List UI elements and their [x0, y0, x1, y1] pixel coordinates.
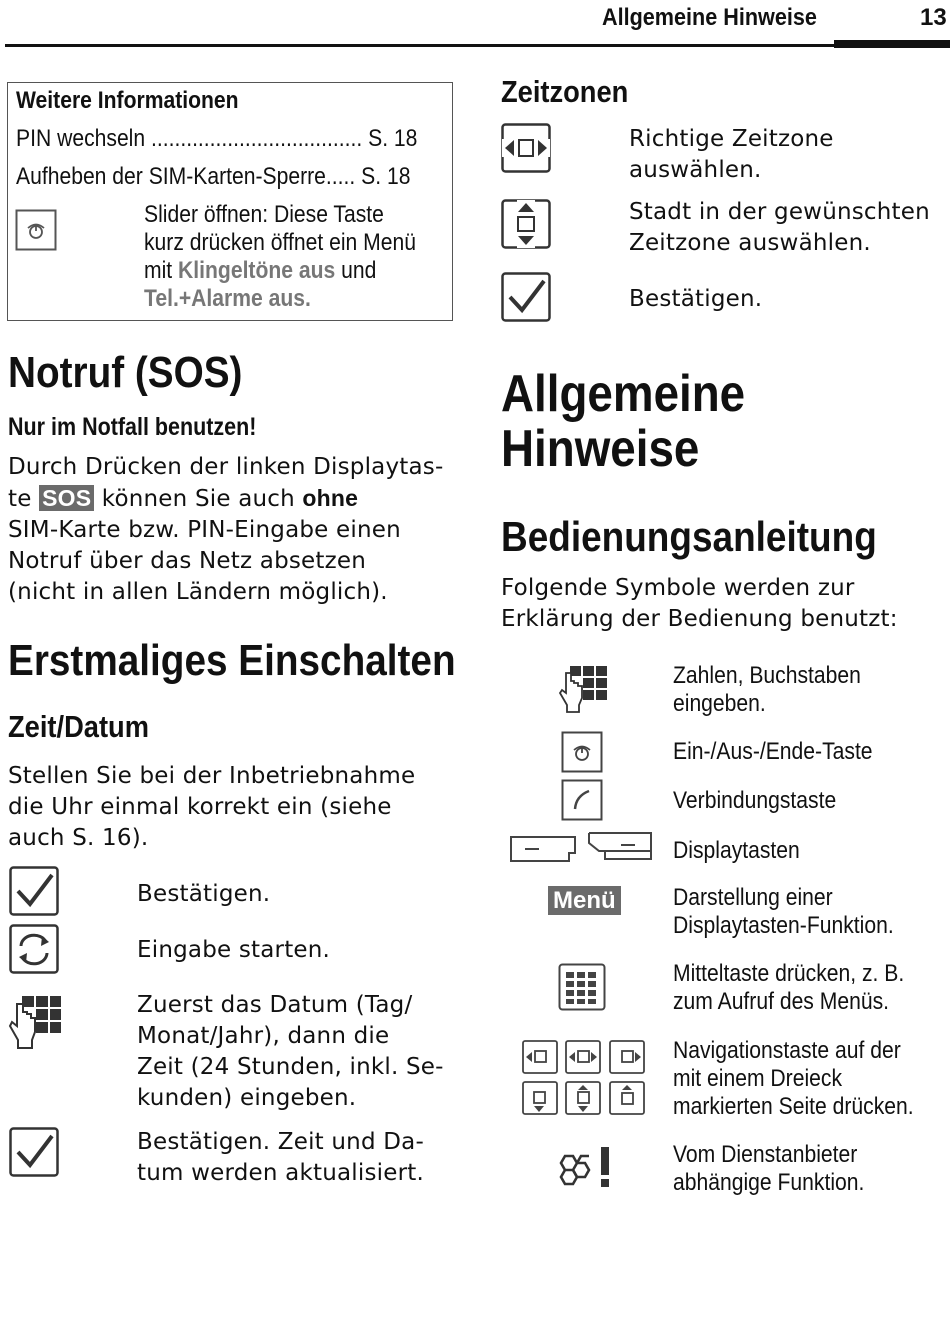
zeitzone-row-1-text: Richtige Zeitzone auswählen. [629, 126, 834, 183]
slider-text-2: kurz drücken öffnet ein Menü [144, 229, 416, 256]
menu-softkey-label: Menü [548, 887, 621, 915]
notruf-paragraph: Durch Drücken der linken Displaytas- te SOS können Sie auch ohne SIM-Karte bzw. PIN-Eingabe einen Notruf über das Netz absetzen (nicht in allen Ländern möglich). [8, 454, 444, 605]
chapter-title-line-1: Allgemeine [501, 365, 746, 423]
info-link-sim-lock[interactable]: Aufheben der SIM-Karten-Sperre..... S. 18 [16, 163, 411, 190]
keypad-input-icon [8, 994, 62, 1052]
zeit-datum-paragraph: Stellen Sie bei der Inbetriebnahme die Uhr einmal korrekt ein (siehe auch S. 16). [8, 763, 416, 851]
call-key-icon [561, 779, 603, 821]
subsection-title-zeit-datum: Zeit/Datum [8, 709, 149, 744]
end-key-icon-2 [561, 731, 603, 773]
legend-display-keys-text: Displaytasten [673, 837, 800, 864]
nav-left-right-icon [501, 123, 551, 173]
sos-softkey-label: SOS [39, 485, 94, 511]
legend-navigation-text: Navigationstaste auf der mit einem Dreieck markierten Seite drücken. [673, 1037, 914, 1120]
center-key-icon [558, 963, 606, 1011]
zeitzone-row-2-text: Stadt in der gewünschten Zeitzone auswählen. [629, 199, 930, 256]
section-title-notruf: Notruf (SOS) [8, 348, 243, 397]
end-key-icon [15, 209, 57, 251]
page-number: 13 [920, 4, 947, 31]
info-box-title: Weitere Informationen [16, 87, 239, 114]
step-start-text: Eingabe starten. [137, 937, 331, 963]
legend-end-key-text: Ein-/Aus-/Ende-Taste [673, 738, 873, 765]
slider-text-3: mit Klingeltöne aus und [144, 257, 377, 284]
step-confirm-text: Bestätigen. [137, 881, 271, 907]
section-title-bedienungsanleitung: Bedienungsanleitung [501, 513, 877, 560]
legend-keypad-text: Zahlen, Buchstaben eingeben. [673, 662, 861, 717]
subsection-title-zeitzonen: Zeitzonen [501, 74, 629, 109]
legend-menu-text: Darstellung einer Displaytasten-Funktion. [673, 884, 894, 939]
header-rule [5, 44, 950, 47]
refresh-icon [9, 924, 59, 974]
provider-function-icon [553, 1144, 615, 1190]
notruf-subtitle: Nur im Notfall benutzen! [8, 413, 257, 441]
confirm-check-icon-3 [501, 272, 551, 322]
keypad-input-icon-2 [558, 665, 610, 715]
legend-provider-text: Vom Dienstanbieter abhängige Funktion. [673, 1141, 865, 1196]
header-tab-bar [834, 40, 950, 48]
info-link-pin[interactable]: PIN wechseln .................................... S. 18 [16, 125, 418, 152]
display-keys-icon [509, 831, 654, 863]
info-box [7, 82, 453, 321]
step-confirm-update-text: Bestätigen. Zeit und Da- tum werden aktualisiert. [137, 1129, 424, 1186]
navigation-key-icons [522, 1040, 646, 1116]
chapter-title-line-2: Hinweise [501, 420, 700, 478]
bedienung-paragraph: Folgende Symbole werden zur Erklärung der Bedienung benutzt: [501, 575, 898, 632]
zeitzone-row-3-text: Bestätigen. [629, 286, 763, 312]
slider-text-1: Slider öffnen: Diese Taste [144, 201, 384, 228]
step-enter-text: Zuerst das Datum (Tag/ Monat/Jahr), dann die Zeit (24 Stunden, inkl. Se- kunden) eingeben. [137, 992, 444, 1111]
section-title-erstmaliges: Erstmaliges Einschalten [8, 636, 456, 685]
legend-center-key-text: Mitteltaste drücken, z. B. zum Aufruf des Menüs. [673, 960, 905, 1015]
confirm-check-icon-2 [9, 1127, 59, 1177]
confirm-check-icon [9, 866, 59, 916]
legend-call-key-text: Verbindungstaste [673, 787, 837, 814]
slider-text-4: Tel.+Alarme aus. [144, 285, 311, 312]
page-header-title: Allgemeine Hinweise [602, 4, 817, 31]
nav-up-down-icon [501, 199, 551, 249]
